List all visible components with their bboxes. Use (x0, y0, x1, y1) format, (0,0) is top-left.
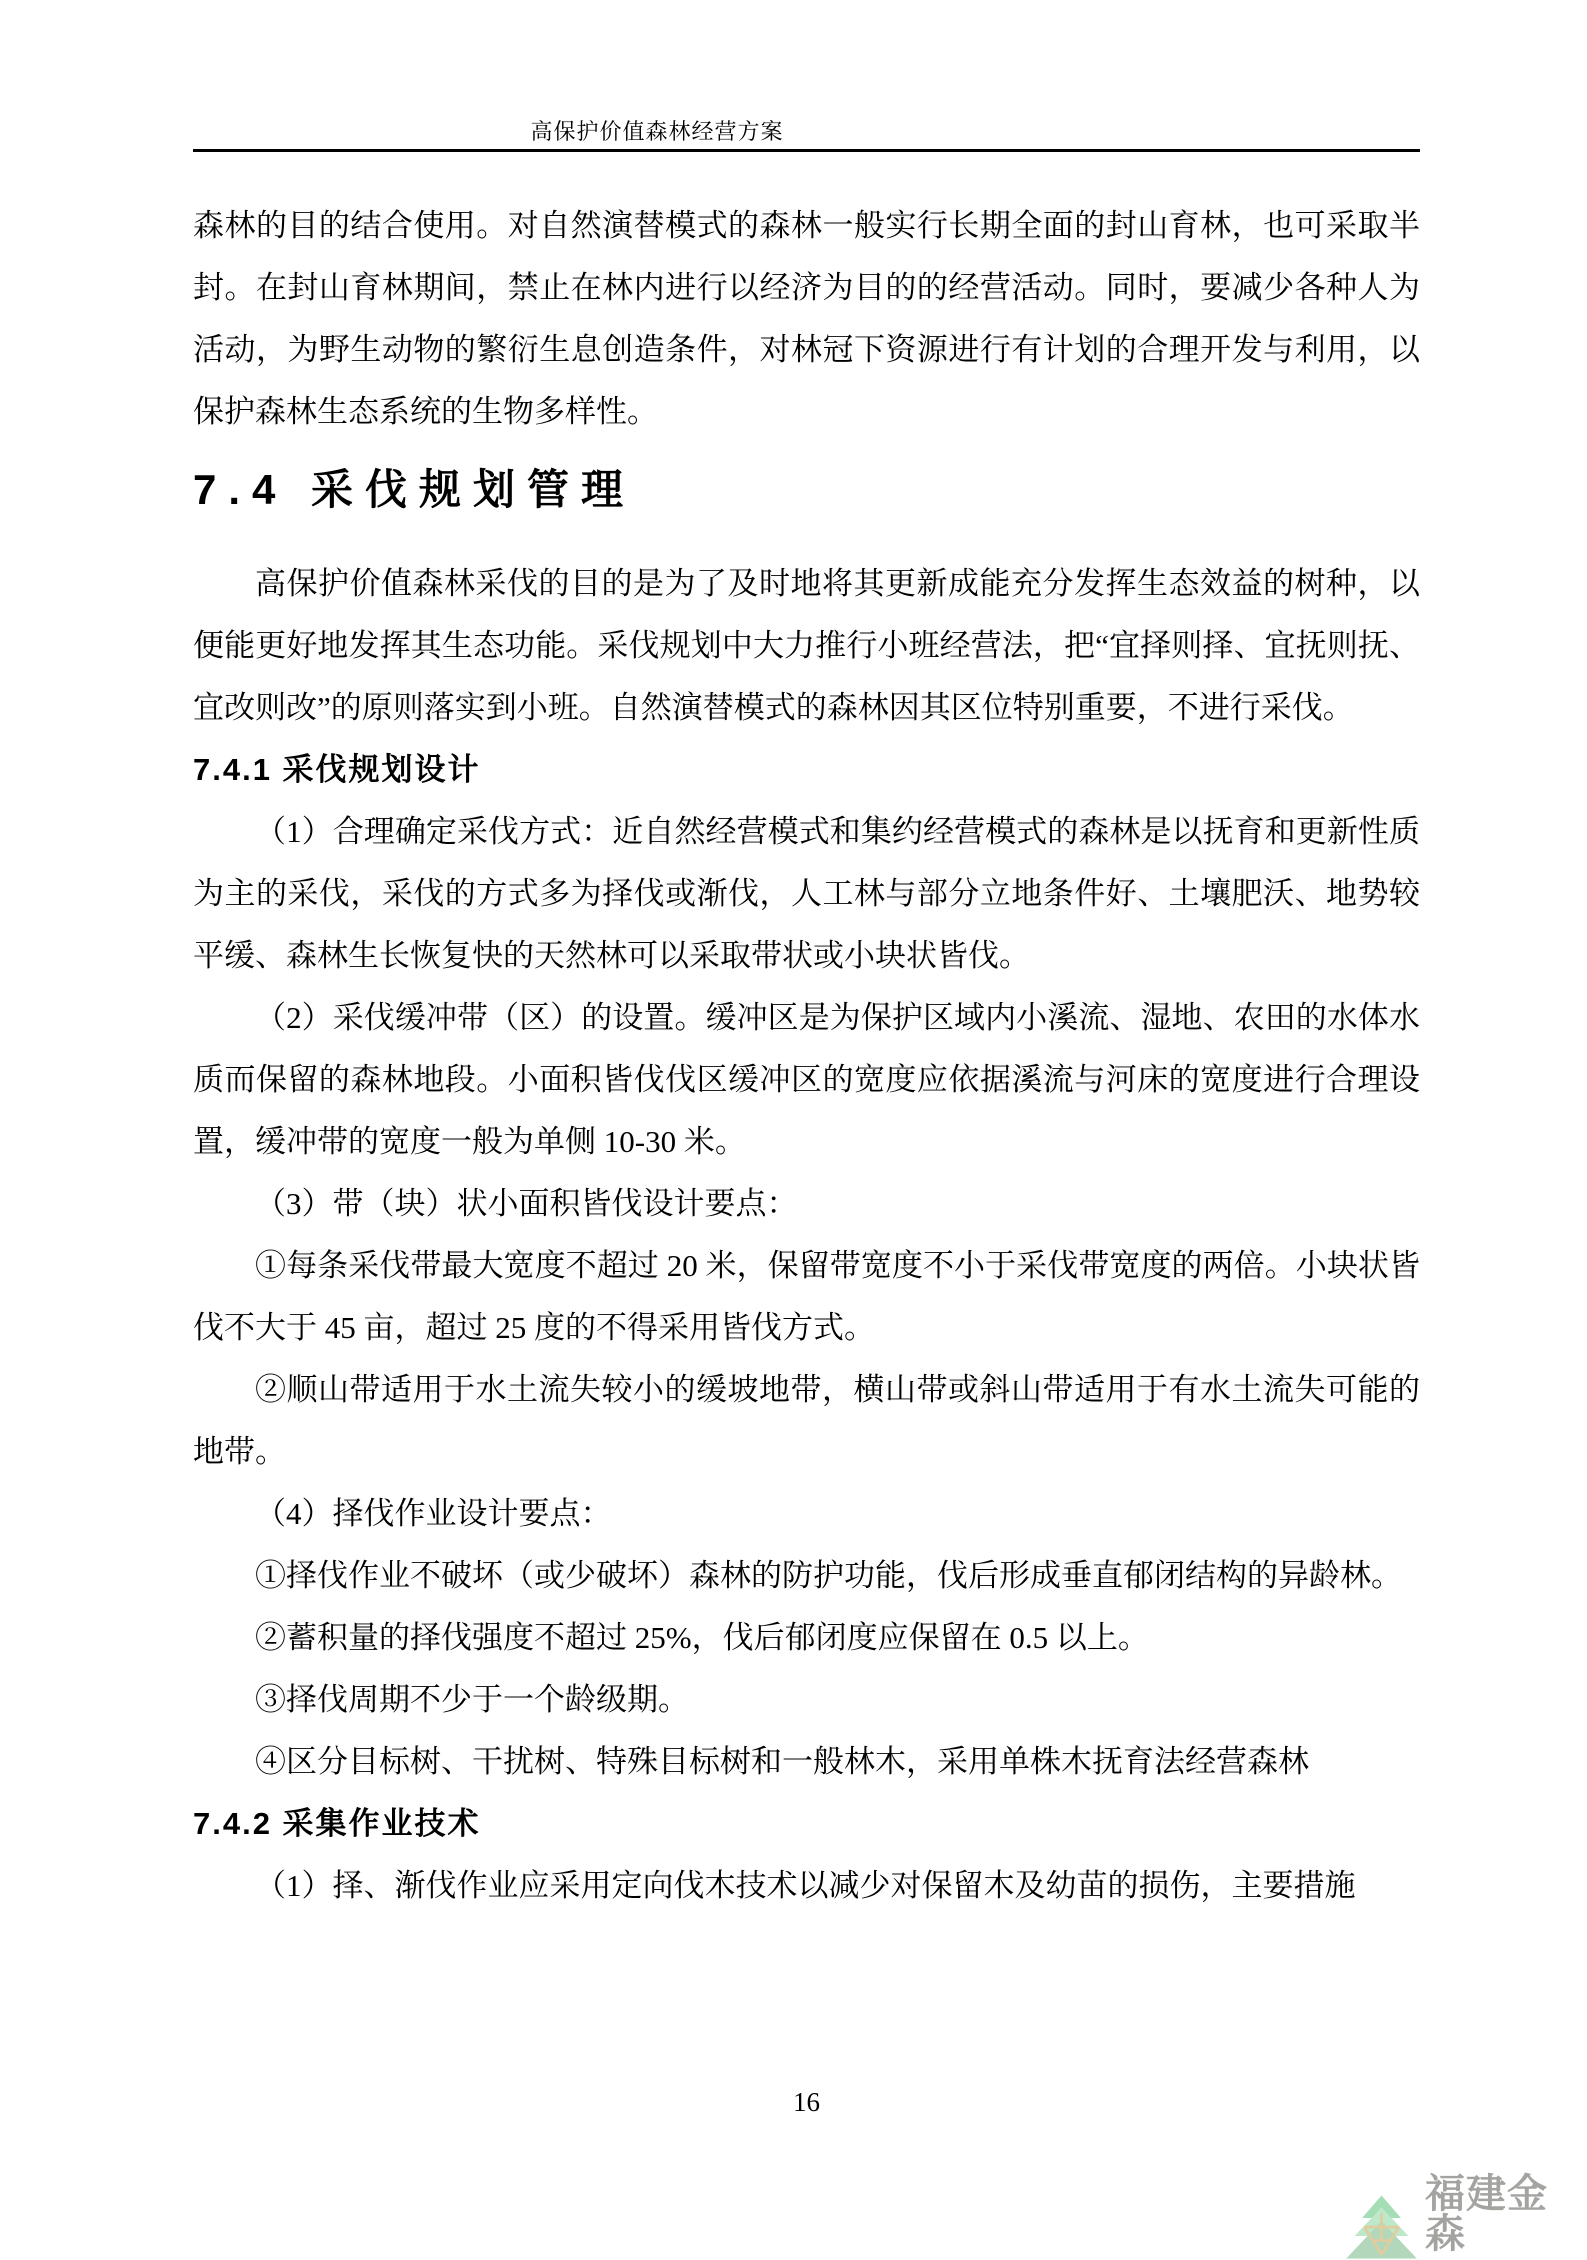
paragraph: ①每条采伐带最大宽度不超过 20 米，保留带宽度不小于采伐带宽度的两倍。小块状皆伐不大于 45 亩，超过 25 度的不得采用皆伐方式。 (193, 1248, 1420, 1345)
paragraph: 森林的目的结合使用。对自然演替模式的森林一般实行长期全面的封山育林，也可采取半封。在封山育林期间，禁止在林内进行以经济为目的的经营活动。同时，要减少各种人为活动，为野生动物的繁衍生息创造条件，对林冠下资源进行有计划的合理开发与利用，以保护森林生态系统的生物多样性。 (193, 208, 1420, 429)
logo-text: 福建金森 (1425, 2172, 1549, 2256)
paragraph: （1）择、渐伐作业应采用定向伐木技术以减少对保留木及幼苗的损伤，主要措施 (255, 1868, 1356, 1903)
header-rule (193, 149, 1420, 152)
page-number: 16 (793, 2087, 820, 2117)
paragraph: （1）合理确定采伐方式：近自然经营模式和集约经营模式的森林是以抚育和更新性质为主的采伐，采伐的方式多为择伐或渐伐，人工林与部分立地条件好、土壤肥沃、地势较平缓、森林生长恢复快的天然林可以采取带状或小块状皆伐。 (193, 814, 1420, 973)
paragraph: ②顺山带适用于水土流失较小的缓坡地带，横山带或斜山带适用于有水土流失可能的地带。 (193, 1372, 1420, 1469)
paragraph: （2）采伐缓冲带（区）的设置。缓冲区是为保护区域内小溪流、湿地、农田的水体水质而保留的森林地段。小面积皆伐伐区缓冲区的宽度应依据溪流与河床的宽度进行合理设置，缓冲带的宽度一般为单侧 10-30 米。 (193, 1000, 1420, 1159)
paragraph: （3）带（块）状小面积皆伐设计要点： (255, 1186, 798, 1221)
pine-tree-icon (1344, 2194, 1419, 2260)
document-body (193, 195, 1420, 1917)
section-heading-7-4: 7.4 采伐规划管理 (193, 466, 636, 513)
paragraph: 高保护价值森林采伐的目的是为了及时地将其更新成能充分发挥生态效益的树种，以便能更好地发挥其生态功能。采伐规划中大力推行小班经营法，把“宜择则择、宜抚则抚、宜改则改”的原则落实到小班。自然演替模式的森林因其区位特别重要，不进行采伐。 (193, 566, 1420, 725)
paragraph: ④区分目标树、干扰树、特殊目标树和一般林木，采用单株木抚育法经营森林 (255, 1744, 1309, 1779)
paragraph: ②蓄积量的择伐强度不超过 25%，伐后郁闭度应保留在 0.5 以上。 (255, 1620, 1149, 1655)
paragraph: ①择伐作业不破坏（或少破坏）森林的防护功能，伐后形成垂直郁闭结构的异龄林。 (255, 1558, 1402, 1593)
paragraph: ③择伐周期不少于一个龄级期。 (255, 1682, 689, 1717)
page-header-title: 高保护价值森林经营方案 (530, 119, 784, 144)
company-logo (1344, 2174, 1587, 2260)
subsection-heading-7-4-1: 7.4.1 采伐规划设计 (193, 752, 481, 787)
subsection-heading-7-4-2: 7.4.2 采集作业技术 (193, 1806, 481, 1841)
paragraph: （4）择伐作业设计要点： (255, 1496, 612, 1531)
